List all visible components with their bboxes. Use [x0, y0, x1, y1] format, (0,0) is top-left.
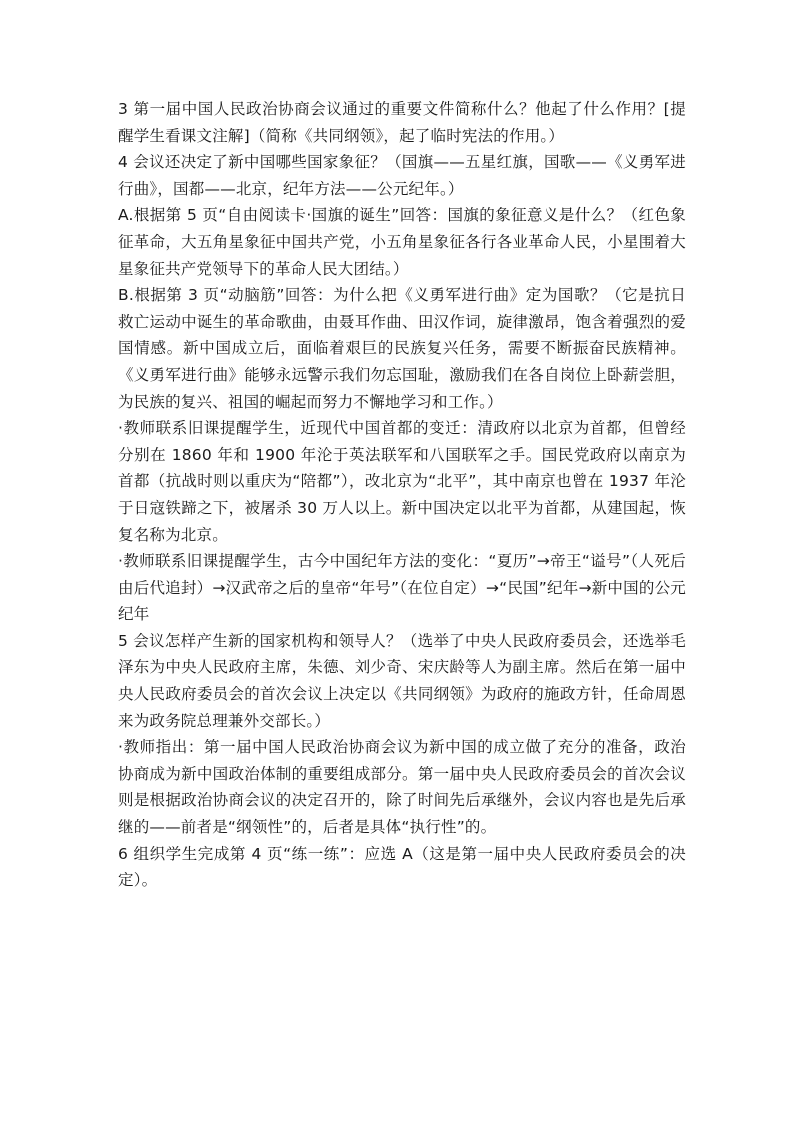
paragraph-note-calendar: ·教师联系旧课提醒学生，古今中国纪年方法的变化：“夏历”→帝王“谥号”（人死后由后代追封）→汉武帝之后的皇帝“年号”（在位自定）→“民国”纪年→新中国的公元纪年 — [118, 552, 686, 624]
paragraph-q4: 4 会议还决定了新中国哪些国家象征？（国旗——五星红旗，国歌——《义勇军进行曲》，国都——北京，纪年方法——公元纪年。） — [118, 153, 686, 198]
document-body — [118, 96, 686, 894]
paragraph-note-capital: ·教师联系旧课提醒学生，近现代中国首都的变迁：清政府以北京为首都，但曾经分别在 1860 年和 1900 年沦于英法联军和八国联军之手。国民党政府以南京为首都（抗战时则以重庆为“陪都”），改北京为“北平”，其中南京也曾在 1937 年沦于日寇铁蹄之下，被屠杀 30 万人以上。新中国决定以北平为首都，从建国起，恢复名称为北京。 — [118, 419, 686, 544]
paragraph-teacher-point: ·教师指出：第一届中国人民政治协商会议为新中国的成立做了充分的准备，政治协商成为新中国政治体制的重要组成部分。第一届中央人民政府委员会的首次会议则是根据政治协商会议的决定召开的，除了时间先后承继外，会议内容也是先后承继的——前者是“纲领性”的，后者是具体“执行性”的。 — [118, 738, 686, 837]
paragraph-b-anthem: B.根据第 3 页“动脑筋”回答：为什么把《义勇军进行曲》定为国歌？（它是抗日救亡运动中诞生的革命歌曲，由聂耳作曲、田汉作词，旋律激昂，饱含着强烈的爱国情感。新中国成立后，面临着艰巨的民族复兴任务，需要不断振奋民族精神。《义勇军进行曲》能够永远警示我们勿忘国耻，激励我们在各自岗位上卧薪尝胆，为民族的复兴、祖国的崛起而努力不懈地学习和工作。） — [118, 286, 686, 411]
paragraph-q3: 3 第一届中国人民政治协商会议通过的重要文件简称什么？他起了什么作用？[提醒学生看课文注解]（简称《共同纲领》，起了临时宪法的作用。） — [118, 100, 686, 145]
paragraph-q6: 6 组织学生完成第 4 页“练一练”：应选 A（这是第一届中央人民政府委员会的决定）。 — [118, 844, 686, 890]
paragraph-a-flag: A.根据第 5 页“自由阅读卡·国旗的诞生”回答：国旗的象征意义是什么？（红色象征革命，大五角星象征中国共产党，小五角星象征各行各业革命人民，小星围着大星象征共产党领导下的革命人民大团结。） — [118, 206, 686, 278]
paragraph-q5: 5 会议怎样产生新的国家机构和领导人？（选举了中央人民政府委员会，还选举毛泽东为中央人民政府主席，朱德、刘少奇、宋庆龄等人为副主席。然后在第一届中央人民政府委员会的首次会议上决定以《共同纲领》为政府的施政方针，任命周恩来为政务院总理兼外交部长。） — [118, 631, 686, 730]
